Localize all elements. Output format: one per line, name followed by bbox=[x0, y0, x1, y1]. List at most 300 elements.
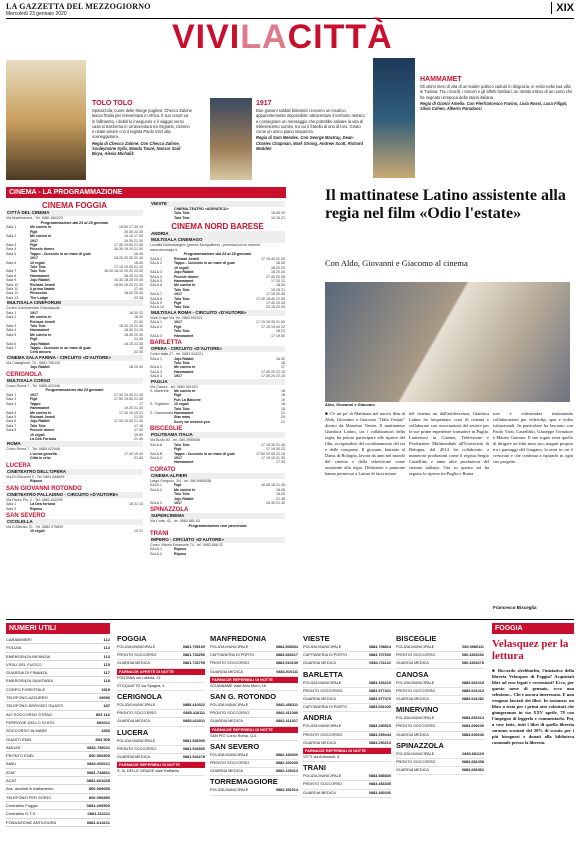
showtimes: 17.40 20.45 bbox=[266, 274, 285, 279]
article-photo bbox=[325, 282, 570, 402]
service-label: PRONTO SOCCORSO bbox=[396, 724, 436, 729]
screen-label: Sala 6 bbox=[6, 260, 17, 265]
showtimes: 18 bbox=[281, 393, 285, 398]
hammamet-poster bbox=[373, 58, 415, 178]
service-number: 0883.299444 bbox=[368, 732, 391, 737]
screen-label: SALA 1 bbox=[150, 257, 162, 262]
service-number: 0882.411527 bbox=[276, 719, 298, 724]
film-name: Hammamet bbox=[30, 328, 50, 333]
city-name: TRANI bbox=[303, 763, 326, 773]
numeri-label: TELEFONO PER SORDI bbox=[6, 794, 51, 800]
service-label: PRONTO SOCCORSO bbox=[303, 732, 343, 737]
film-name: Richard Jewell bbox=[30, 282, 56, 287]
service-number: 0883.483335 bbox=[368, 782, 391, 787]
screen-label: SALA 4 bbox=[150, 274, 162, 279]
film-name: The Lodge bbox=[30, 295, 49, 300]
showtimes: 16.30 19.10 21.50 bbox=[114, 247, 143, 252]
foggia-box-title: Velasquez per la lettura bbox=[492, 638, 569, 662]
showtimes: 16.30 bbox=[276, 261, 285, 266]
film-name: 1917 bbox=[174, 500, 182, 505]
film-name: 1917 bbox=[174, 456, 182, 461]
section-rule bbox=[6, 619, 574, 620]
cinema-name: VIESTE bbox=[150, 201, 285, 207]
service-label: GUARDIA MEDICA bbox=[396, 768, 429, 773]
film-name: Jojo Rabbit bbox=[174, 496, 194, 501]
showtime-row bbox=[150, 216, 285, 220]
numeri-label: AMIU bbox=[6, 761, 16, 767]
service-row bbox=[396, 652, 484, 660]
showtime-row bbox=[150, 552, 285, 556]
service-row bbox=[303, 680, 391, 688]
showtimes: 18.30 22 bbox=[129, 310, 143, 315]
showtimes: 17.30 bbox=[276, 460, 285, 465]
showtimes: 17.30 19.15 21 bbox=[119, 410, 143, 415]
numeri-number: 114 bbox=[103, 653, 110, 659]
film-text: Gli ultimi mesi di vita di un leader politico caduto in disgrazia, in esilio nella sua villa in Tunisia. Tra i ricordi, i rancori e gli affetti familiari, un ritratto intimo di un uomo che ha segnato un'epoca della storia italiana. bbox=[420, 84, 573, 100]
cinema-address: Via Castiglione, 70 - 0881.700130 bbox=[6, 360, 61, 365]
numeri-number: 0881.665111 bbox=[87, 761, 110, 767]
showtime-row bbox=[150, 460, 285, 464]
film-name: Hammamet bbox=[30, 406, 50, 411]
service-number: 0883.333210 bbox=[368, 680, 391, 685]
screen-label: Sala 2 bbox=[6, 397, 17, 402]
film-name: 1917 bbox=[30, 238, 38, 243]
dateline: Mercoledì 23 gennaio 2020 bbox=[6, 11, 67, 17]
film-name: Me contro te bbox=[174, 487, 196, 492]
service-row bbox=[210, 752, 298, 760]
showtimes: 17 19.40 22.20 bbox=[261, 257, 285, 262]
screen-label: Sala 5 bbox=[6, 415, 17, 419]
city-header: CORATO bbox=[150, 466, 176, 473]
showtimes: 18.45 19 bbox=[271, 211, 285, 216]
cinema-address: Corso Roma 7 - Tel. 0885.422446 bbox=[6, 383, 60, 388]
film-name: Sorry we missed you bbox=[174, 419, 210, 424]
pharmacy-line: FONTANA via Lubrola, 21 bbox=[117, 675, 205, 683]
showtime-row bbox=[150, 374, 285, 378]
showtimes: 21 bbox=[281, 411, 285, 416]
service-number: 0883.699230 bbox=[461, 724, 484, 729]
film-text: Due giovani soldati britannici ricevono un incarico apparentemente impossibile: attraversare il territorio nemico e consegnare un messaggio che potrebbe salvare la vita di milleseicento uomini, tra cui il fratello di uno di loro. Girato come un unico piano sequenza. bbox=[256, 108, 365, 135]
masthead: LA GAZZETTA DEL MEZZOGIORNO bbox=[6, 2, 151, 11]
film-name: Me contro te bbox=[30, 225, 52, 230]
cinema-name: CINETEATRO PALLADINO - CIRCUITO «D'AUTORE» bbox=[6, 492, 143, 498]
service-row bbox=[210, 652, 298, 660]
film-name: Figli bbox=[30, 397, 38, 402]
screen-label: S. Manfredi bbox=[150, 389, 169, 394]
showtimes: 18.45 20.30 bbox=[124, 332, 143, 337]
film-name: 1917 bbox=[30, 392, 38, 397]
service-row bbox=[117, 754, 205, 762]
city-name: BARLETTA bbox=[303, 669, 343, 679]
service-label: POLIZIA MUNICIPALE bbox=[396, 645, 435, 649]
film-name: Me contro te bbox=[30, 234, 52, 239]
film-name: 10 regali bbox=[30, 432, 45, 437]
service-row bbox=[396, 660, 484, 668]
service-number: 0883.483030 bbox=[368, 790, 391, 795]
service-number: 0883.577370 bbox=[368, 697, 391, 702]
numeri-number: 0881.789111 bbox=[87, 744, 110, 750]
service-row bbox=[210, 710, 298, 718]
pharmacy-subheader: FARMACIE REPERIBILI DI NOTTE bbox=[210, 727, 298, 733]
service-label: CAPITANERIA DI PORTO bbox=[210, 653, 255, 658]
service-row bbox=[117, 710, 205, 718]
cinema-address: Via Di Giovanni 9 - Tel. 0881.548899 bbox=[6, 474, 65, 479]
screen-label bbox=[6, 529, 30, 533]
showtimes: 17.40 19.40 bbox=[124, 451, 143, 456]
showtimes: 17 19.30 22 bbox=[266, 447, 285, 452]
film-name: Richard Jewell bbox=[30, 415, 56, 419]
service-row bbox=[210, 702, 298, 710]
screen-label: Sala 4 bbox=[6, 247, 17, 252]
showtimes: 17 20 21 bbox=[271, 279, 285, 284]
film-name: Figli bbox=[174, 393, 182, 398]
service-row bbox=[396, 732, 484, 740]
programme-note: Programmazione non pervenuta bbox=[188, 523, 247, 528]
showtimes: 17.30 19.30 21.30 bbox=[114, 392, 143, 397]
city-name: CANOSA bbox=[396, 669, 429, 679]
numeri-number: 19696 bbox=[98, 695, 110, 701]
city-name: TORREMAGGIORE bbox=[210, 777, 278, 787]
city-name: BISCEGLIE bbox=[396, 634, 437, 643]
film-name: 10 regali bbox=[174, 265, 189, 270]
showtimes: 19 21 bbox=[134, 529, 143, 534]
city-name: FOGGIA bbox=[117, 634, 147, 643]
film-name: Tolo Tolo bbox=[174, 492, 190, 497]
pharmacy-subheader: FARMACIE APERTE DI NOTTE bbox=[117, 669, 205, 675]
showtimes: 17.45 20 22.15 bbox=[261, 369, 285, 374]
numeri-number: 118 bbox=[103, 678, 110, 684]
film-tolo-tolo bbox=[92, 100, 192, 157]
showtime-row bbox=[6, 437, 143, 441]
service-row bbox=[303, 732, 391, 740]
screen-label: SALA 8 bbox=[150, 296, 162, 301]
city-header: SPINAZZOLA bbox=[150, 507, 189, 514]
showtime-row bbox=[6, 456, 143, 460]
city-name: VIESTE bbox=[303, 634, 330, 643]
service-number: 0883.699230 bbox=[461, 732, 484, 737]
article-subhead: Con Aldo, Giovanni e Giacomo al cinema bbox=[325, 258, 468, 268]
screen-label: Sala 1 bbox=[6, 502, 17, 507]
film-name: 10 regali bbox=[30, 260, 45, 265]
service-number: 0884.663617 bbox=[275, 653, 298, 658]
film-name: Tappo - Cucciolo in un mare di guai bbox=[174, 451, 235, 456]
screen-label: SALA C bbox=[150, 456, 163, 461]
city-column bbox=[303, 633, 391, 798]
numeri-number: 892021 bbox=[96, 719, 110, 725]
numeri-label: POLIZIA bbox=[6, 645, 22, 651]
service-number: 080.3363252 bbox=[461, 653, 484, 658]
numeri-utili-list bbox=[6, 636, 110, 827]
showtimes: 21.40 bbox=[134, 437, 143, 442]
service-row bbox=[303, 688, 391, 696]
service-label: GUARDIA MEDICA bbox=[117, 661, 150, 666]
service-label: POLIZIA MUNICIPALE bbox=[396, 716, 435, 721]
numeri-label: Centralino Foggia bbox=[6, 802, 38, 808]
screen-label: Sala 1 bbox=[6, 225, 17, 230]
film-name: Figli bbox=[174, 447, 182, 452]
article-column-3: tore e videomaker instaurando collaborazioni per videoclip, spot e video istituzionali. In particolare ha lavorato con Paolo Virzì, Castellitto, Giuseppe Tornatore e Matteo Garrone. Il suo sogno resta quello di dirigere un film tutto suo, magari proprio tra i paesaggi del Gargano, la terra in cui è cresciuto e che continua a ispirarlo in ogni suo progetto. bbox=[493, 411, 573, 464]
cinema-address: Corso Italia 27 - tel. 0883.510221 bbox=[150, 352, 204, 357]
numeri-row bbox=[6, 819, 110, 827]
screen-label: Sala 7 bbox=[6, 269, 17, 274]
film-name: Me contro te bbox=[174, 365, 196, 370]
service-number: 080.3363278 bbox=[461, 661, 484, 666]
showtimes: 17 19.50 bbox=[271, 333, 285, 338]
cinema-address: Via Padre Pio, 2 - Tel. 0882.442299 bbox=[6, 497, 63, 502]
screen-label bbox=[6, 456, 30, 460]
screen-label: Sala 7 bbox=[6, 345, 17, 350]
city-header: SAN SEVERO bbox=[6, 512, 46, 519]
showtimes: 17.15 19.30 21.50 bbox=[256, 320, 285, 325]
showtimes: 17.45 19.50 21.55 bbox=[114, 242, 143, 247]
numeri-row bbox=[6, 677, 110, 685]
film-name: Figli bbox=[30, 242, 38, 247]
film-name: Tolo Tolo bbox=[174, 360, 190, 365]
cinema-name: CITTÀ DEL CINEMA bbox=[6, 210, 143, 216]
screen-label: SALA 3 bbox=[150, 333, 162, 338]
service-number: 0881.799100 bbox=[182, 645, 205, 649]
service-label: GUARDIA MEDICA bbox=[303, 740, 336, 745]
service-row bbox=[210, 787, 298, 795]
service-row bbox=[396, 696, 484, 704]
film-credits: Regia di Sam Mendes. Con George MacKay, Dean-Charles Chapman, Mark Strong, Andrew Scott, Richard Madden bbox=[256, 135, 363, 152]
showtimes: 17 19.15 21.30 bbox=[261, 456, 285, 461]
showtimes: 16 bbox=[281, 389, 285, 394]
showtimes: 19.30 21.30 bbox=[124, 238, 143, 243]
article-column-1: ■ C'è un po' di Mattinata nel nuovo film di Aldo, Giovanni e Giacomo "Odio l'estate" diretto da Massimo Venier. Il mattinatese Gianluca Latino, tra i collaboratori della regia, ha potuto partecipare alle riprese del film, occupandosi del coordinamento del set e delle comparse. Il giovane, laureato al Dams di Bologna, lavora da anni nel mondo del cinema e della televisione come assistente alla regia. Dedizione e passione hanno permesso a Latino di farsi notare bbox=[325, 411, 405, 476]
numeri-number: 800.900800 bbox=[88, 753, 110, 759]
city-name: ANDRIA bbox=[303, 713, 333, 723]
screen-label: SALA 3 bbox=[150, 270, 162, 275]
cinema-address: Via D'Alfonso 70 - Tel. 0882.375699 bbox=[6, 524, 64, 529]
film-name: Me contro te bbox=[174, 389, 196, 394]
film-name: Tolo Tolo bbox=[174, 215, 190, 220]
showtimes: 17.40 bbox=[134, 428, 143, 433]
service-label: PRONTO SOCCORSO bbox=[210, 711, 250, 716]
service-number: 0883.691614 bbox=[461, 716, 484, 721]
article-author: Francesco Bisceglia bbox=[493, 605, 537, 610]
city-name: CERIGNOLA bbox=[117, 692, 162, 702]
screen-label: Sala 9 bbox=[6, 278, 17, 283]
pharmacy-line: VITTI via Artimondi, 5 bbox=[303, 754, 391, 762]
film-name: Cèra ancora bbox=[30, 350, 51, 355]
showtime-row bbox=[6, 507, 143, 511]
service-number: 0883.641313 bbox=[461, 688, 484, 693]
service-label: PRONTO SOCCORSO bbox=[396, 688, 436, 693]
showtimes: 17 bbox=[139, 401, 143, 406]
screen-label: SALA 3 bbox=[150, 369, 162, 374]
pharmacy-subheader: FARMACIE REPERIBILI DI NOTTE bbox=[303, 748, 391, 754]
numeri-label: PRONTO ENEL bbox=[6, 753, 35, 759]
service-label: POLIZIA MUNICIPALE bbox=[396, 751, 435, 756]
service-number: 0881.543500 bbox=[182, 746, 205, 751]
screen-label: Sala 5 bbox=[6, 251, 17, 256]
showtimes: 18 20.15 22.30 bbox=[119, 323, 143, 328]
film-name: Jojo Rabbit bbox=[30, 365, 50, 370]
showtimes: 16.00 18.10 20.20 22.30 bbox=[104, 269, 143, 274]
article-headline: Il mattinatese Latino assistente alla regia nel film «Odio l'estate» bbox=[325, 187, 566, 222]
service-number: 0881.543278 bbox=[182, 755, 205, 760]
showtimes: 19.20 21.40 bbox=[124, 406, 143, 411]
numeri-label: VIGILI DEL FUOCO bbox=[6, 661, 42, 667]
screen-label: Sala 10 bbox=[6, 282, 19, 287]
cinema-address: Viale Crispi Via Tel. 0883.592021 bbox=[150, 315, 203, 320]
city-column bbox=[117, 633, 205, 776]
service-row bbox=[117, 644, 205, 652]
service-number: 0883.681008 bbox=[461, 760, 484, 765]
numeri-label: ACI SOCCORSO STRAD. bbox=[6, 711, 53, 717]
screen-label: Sala 4 bbox=[6, 328, 17, 333]
service-number: 0882.411080 bbox=[276, 711, 298, 716]
screen-label: SALA A bbox=[150, 442, 163, 447]
film-name: Hammamet bbox=[174, 369, 194, 374]
cinema-address: Largo Gregorio, 3/4 - tel. 080.8960538 bbox=[150, 478, 212, 483]
service-number: 0885.410322 bbox=[182, 703, 205, 708]
showtimes: 17.40 bbox=[134, 286, 143, 291]
service-number: 0884.508334 bbox=[275, 645, 298, 649]
service-number: 0883.531020 bbox=[368, 705, 391, 710]
screen-label: Sala 3 bbox=[6, 401, 17, 406]
cinema-name: CICOLELLA bbox=[6, 519, 143, 525]
service-row bbox=[117, 660, 205, 668]
numeri-row bbox=[6, 744, 110, 752]
service-number: 0881.540000 bbox=[182, 738, 205, 743]
city-column bbox=[210, 633, 298, 796]
service-row bbox=[303, 660, 391, 668]
showtimes: 17.15 19.40 22 bbox=[261, 324, 285, 329]
screen-label: Sala 13 bbox=[6, 295, 19, 300]
showtimes: 19.50 bbox=[134, 432, 143, 437]
screen-label: SALA 4 bbox=[150, 374, 162, 379]
numeri-label: Centralino D.T.S. bbox=[6, 811, 37, 817]
cinema-address: Via Manfredonia - Tel. 0881.682229 bbox=[6, 216, 63, 220]
screen-label: Sala 8 bbox=[6, 273, 17, 278]
showtime-row bbox=[6, 529, 143, 533]
screen-label: SALA 1 bbox=[150, 320, 162, 325]
foggia-box-header: FOGGIA bbox=[492, 623, 574, 634]
city-name: LUCERA bbox=[117, 727, 149, 737]
service-row bbox=[303, 781, 391, 789]
service-number: 0885.422011 bbox=[183, 719, 205, 724]
numeri-row bbox=[6, 711, 110, 719]
film-name: Me contro te bbox=[30, 332, 52, 337]
service-row bbox=[303, 740, 391, 748]
film-name: 10 regali bbox=[174, 402, 189, 407]
numeri-row bbox=[6, 719, 110, 727]
showtimes: 16.05 bbox=[134, 260, 143, 265]
film-name: Riposo bbox=[174, 551, 187, 556]
service-row bbox=[117, 746, 205, 754]
showtimes: 21.30 bbox=[134, 319, 143, 324]
service-number: 0883.641281 bbox=[461, 697, 484, 702]
film-name: La Dea fortuna bbox=[30, 502, 56, 507]
numeri-row bbox=[6, 785, 110, 793]
cinema-name: PAGLIA bbox=[150, 379, 285, 385]
numeri-number: 1530 bbox=[101, 728, 110, 734]
service-number: 0884.711122 bbox=[369, 661, 391, 666]
film-name: 10 regali bbox=[30, 529, 45, 534]
film-title: 1917 bbox=[256, 100, 272, 107]
cinema-name: CINEMA SALA FARINA - CIRCUITO «D'AUTORE» bbox=[6, 355, 143, 361]
showtimes: 17.50 19.50 21.45 bbox=[114, 397, 143, 402]
screen-label: Sala 7 bbox=[6, 423, 17, 428]
screen-label: SALA 3 bbox=[150, 500, 162, 505]
numeri-row bbox=[6, 661, 110, 669]
service-number: 0883.681119 bbox=[462, 751, 484, 756]
showtimes: 18.20 bbox=[276, 492, 285, 497]
cinema-address: Corso Vittorio Emanuele 74 - tel. 0883.588 32 bbox=[150, 542, 223, 547]
service-row bbox=[210, 760, 298, 768]
service-label: PRONTO SOCCORSO bbox=[303, 688, 343, 693]
service-label: PRONTO SOCCORSO bbox=[117, 653, 157, 658]
screen-label: SALA B bbox=[150, 451, 163, 456]
numeri-number: 803 500 bbox=[95, 736, 110, 742]
city-header: LUCERA bbox=[6, 462, 31, 469]
film-name: Fuh La Balcone bbox=[174, 397, 201, 402]
film-name: Tolo Tolo bbox=[174, 406, 190, 411]
service-label: PRONTO SOCCORSO bbox=[210, 661, 250, 666]
service-row bbox=[303, 704, 391, 712]
service-number: 0882.456311 bbox=[276, 703, 298, 708]
film-name: Figli bbox=[30, 337, 38, 342]
city-header: CINEMA FOGGIA bbox=[41, 201, 108, 210]
numeri-row bbox=[6, 636, 110, 644]
showtime-row bbox=[150, 501, 285, 505]
showtimes: 18.20 20 bbox=[271, 265, 285, 270]
showtimes: 16.45 18.21 45 bbox=[261, 483, 285, 488]
service-row bbox=[210, 669, 298, 677]
showtimes: 18 bbox=[281, 402, 285, 407]
numeri-utili-header: NUMERI UTILI bbox=[6, 623, 110, 634]
showtimes: 17.15 20.45 bbox=[266, 292, 285, 297]
cinema-name: POLITEAMA ITALIA bbox=[150, 432, 285, 438]
service-row bbox=[396, 751, 484, 759]
section-title-c: CITTÀ bbox=[287, 18, 393, 56]
film-name: Jojo Rabbit bbox=[174, 356, 194, 361]
numeri-row bbox=[6, 736, 110, 744]
service-label: GUARDIA MEDICA bbox=[303, 790, 336, 795]
cinema-address: Via Bovio 62 - tel. 080.3955056 bbox=[150, 438, 201, 443]
film-name: Riposo bbox=[30, 506, 43, 511]
screen-label: Sala 3 bbox=[6, 242, 17, 247]
showtimes: 22.30 bbox=[134, 350, 143, 355]
screen-label: SALA 1 bbox=[150, 356, 162, 361]
service-number: 0883.661015 bbox=[461, 680, 484, 685]
film-name: Jojo Rabbit bbox=[30, 278, 50, 283]
film-hammamet bbox=[420, 76, 574, 111]
showtimes: 17.45 20 22.15 bbox=[261, 374, 285, 379]
city-name: SPINAZZOLA bbox=[396, 740, 444, 750]
numeri-label: SOCCORSO IN MARE bbox=[6, 728, 48, 734]
screen-label: SALA 2 bbox=[150, 487, 162, 492]
screen-label: SALA 6 bbox=[150, 283, 162, 288]
showtimes: 17.50 20.05 22.15 bbox=[256, 451, 285, 456]
cinema-name: ANDRIA bbox=[150, 231, 285, 237]
service-label: GUARDIA MEDICA bbox=[117, 719, 150, 724]
numeri-number: 117 bbox=[103, 670, 110, 676]
service-row bbox=[396, 759, 484, 767]
service-row bbox=[396, 767, 484, 775]
screen-label: SALA 1 bbox=[150, 547, 162, 552]
film-name: Hammamet bbox=[174, 333, 194, 338]
screen-label: SALA 2 bbox=[150, 365, 162, 370]
cinema-address: Via Corte, 42 - tel. 0883.681 53 bbox=[150, 519, 200, 524]
service-row bbox=[303, 652, 391, 660]
film-name: Tolo Tolo bbox=[30, 323, 46, 328]
showtimes: 17.30 19.40 22.05 bbox=[256, 296, 285, 301]
pharmacy-line: SCIANNAME viale Aldo Moro, 16 bbox=[210, 683, 298, 691]
film-name: L'unica gemella bbox=[30, 451, 57, 456]
